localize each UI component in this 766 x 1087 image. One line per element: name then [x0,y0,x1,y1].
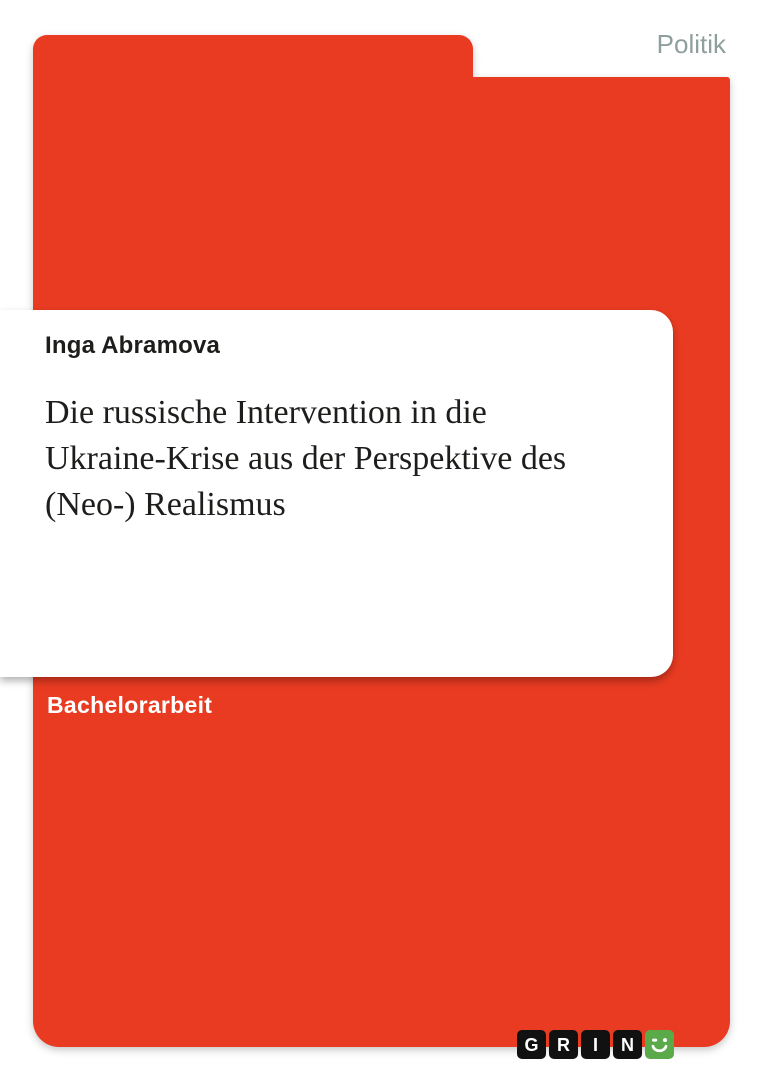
title-card [0,310,673,677]
book-title-line-3: (Neo-) Realismus [45,486,286,524]
author-name: Inga Abramova [45,332,221,359]
thesis-type-label: Bachelorarbeit [47,692,213,718]
logo-letter-r: R [549,1030,578,1059]
book-title [45,390,645,529]
logo-letter-n: N [613,1030,642,1059]
book-title-line-1: Die russische Intervention in die [45,394,487,431]
category-label: Politik [656,29,726,59]
logo-letter-g: G [517,1030,546,1059]
book-title-line-2: Ukraine-Krise aus der Perspektive des [45,440,567,478]
grin-logo [517,1030,674,1059]
logo-letter-i: I [581,1030,610,1059]
smiley-icon [645,1030,674,1059]
